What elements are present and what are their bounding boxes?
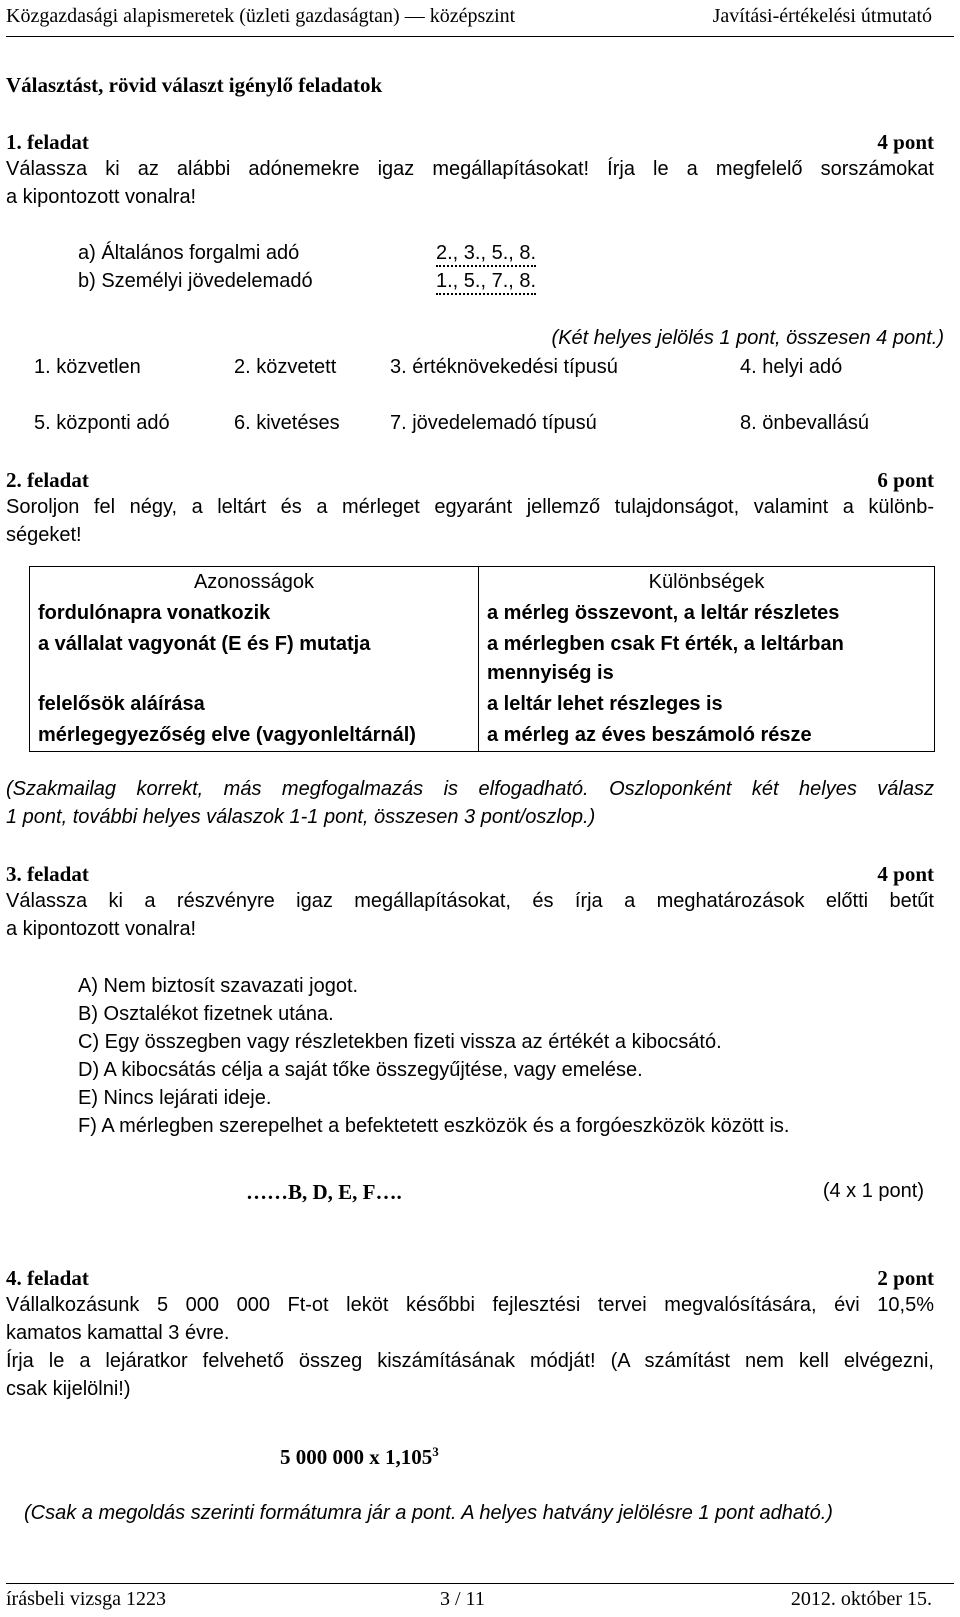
task3-option-e: E) Nincs lejárati ideje. xyxy=(78,1087,272,1109)
task2-instruction: Soroljon fel négy, a leltárt és a mérleget egyaránt jellemző tulajdonságot, valamint a különb- xyxy=(6,496,934,518)
task1-item-a-label: a) Általános forgalmi adó xyxy=(78,242,300,264)
task1-option: 6. kivetéses xyxy=(234,412,340,434)
task1-option: 1. közvetlen xyxy=(34,356,141,378)
table-header-row xyxy=(30,567,935,599)
task3-option-b: B) Osztalékot fizetnek utána. xyxy=(78,1003,334,1025)
task1-instruction: Válassza ki az alábbi adónemekre igaz megállapításokat! Írja le a megfelelő sorszámokat xyxy=(6,158,934,180)
header-divider xyxy=(6,36,954,37)
task3-option-f: F) A mérlegben szerepelhet a befektetett eszközök és a forgóeszközök között is. xyxy=(78,1115,790,1137)
table-cell: a leltár lehet részleges is xyxy=(479,689,935,720)
column-header: Különbségek xyxy=(479,567,935,599)
task2-points: 6 pont xyxy=(877,468,934,492)
task4-points: 2 pont xyxy=(877,1266,934,1290)
formula-base: 5 000 000 x 1,105 xyxy=(280,1445,433,1469)
task1-option: 8. önbevallású xyxy=(740,412,869,434)
footer-divider xyxy=(6,1583,954,1584)
task1-points: 4 pont xyxy=(877,130,934,154)
table-cell: a mérleg az éves beszámoló része xyxy=(479,720,935,752)
task2-instruction-cont: ségeket! xyxy=(6,524,82,546)
column-header: Azonosságok xyxy=(30,567,479,599)
task3-answer: ……B, D, E, F…. xyxy=(246,1180,402,1204)
task4-title: 4. feladat xyxy=(6,1266,89,1290)
table-cell: mérlegegyezőség elve (vagyonleltárnál) xyxy=(30,720,479,752)
task4-text: Vállalkozásunk 5 000 000 Ft-ot leköt későbbi fejlesztési tervei megvalósítására, évi 10,5% xyxy=(6,1294,934,1316)
task1-option: 3. értéknövekedési típusú xyxy=(390,356,618,378)
table-cell: a mérlegben csak Ft érték, a leltárban mennyiség is xyxy=(479,629,935,689)
task3-instruction-cont: a kipontozott vonalra! xyxy=(6,918,197,940)
task3-scoring: (4 x 1 pont) xyxy=(822,1180,924,1202)
table-cell: a mérleg összevont, a leltár részletes xyxy=(479,598,935,629)
task1-option: 2. közvetett xyxy=(234,356,337,378)
formula-exponent: 3 xyxy=(432,1444,439,1459)
task1-item-b-label: b) Személyi jövedelemadó xyxy=(78,270,313,292)
task1-title: 1. feladat xyxy=(6,130,89,154)
task4-question-cont: csak kijelölni!) xyxy=(6,1378,131,1400)
footer-date: 2012. október 15. xyxy=(790,1588,932,1610)
task1-option: 7. jövedelemadó típusú xyxy=(390,412,597,434)
task4-text-cont: kamatos kamattal 3 évre. xyxy=(6,1322,230,1344)
task3-option-a: A) Nem biztosít szavazati jogot. xyxy=(78,975,359,997)
task1-option: 5. központi adó xyxy=(34,412,170,434)
task4-note: (Csak a megoldás szerinti formátumra jár a pont. A helyes hatvány jelölésre 1 pont adható.) xyxy=(24,1502,833,1524)
task3-title: 3. feladat xyxy=(6,862,89,886)
task1-instruction-cont: a kipontozott vonalra! xyxy=(6,186,197,208)
task2-note: (Szakmailag korrekt, más megfogalmazás is elfogadható. Oszloponként két helyes válasz xyxy=(6,778,934,800)
table-row xyxy=(30,629,935,689)
header-title: Közgazdasági alapismeretek (üzleti gazdaságtan) — középszint xyxy=(6,5,516,27)
task3-option-c: C) Egy összegben vagy részletekben fizeti vissza az értékét a kibocsátó. xyxy=(78,1031,722,1053)
task4-formula xyxy=(280,1445,439,1470)
task1-item-a-answer: 2., 3., 5., 8. xyxy=(436,242,536,267)
header-subtitle: Javítási-értékelési útmutató xyxy=(712,5,932,27)
table-cell: felelősök aláírása xyxy=(30,689,479,720)
table-row xyxy=(30,689,935,720)
table-cell: a vállalat vagyonát (E és F) mutatja xyxy=(30,629,479,689)
table-cell: fordulónapra vonatkozik xyxy=(30,598,479,629)
task1-scoring: (Két helyes jelölés 1 pont, összesen 4 pont.) xyxy=(551,327,944,349)
task3-instruction: Válassza ki a részvényre igaz megállapításokat, és írja a meghatározások előtti betűt xyxy=(6,890,934,912)
task3-option-d: D) A kibocsátás célja a saját tőke összegyűjtése, vagy emelése. xyxy=(78,1059,643,1081)
task2-title: 2. feladat xyxy=(6,468,89,492)
table-row xyxy=(30,598,935,629)
section-title: Választást, rövid választ igénylő feladatok xyxy=(6,73,383,97)
comparison-table xyxy=(29,566,935,752)
footer-exam-id: írásbeli vizsga 1223 xyxy=(6,1588,166,1610)
table-row xyxy=(30,720,935,752)
task1-option: 4. helyi adó xyxy=(740,356,843,378)
task1-item-b-answer: 1., 5., 7., 8. xyxy=(436,270,536,295)
task4-question: Írja le a lejáratkor felvehető összeg kiszámításának módját! (A számítást nem kell elvégezni, xyxy=(6,1350,934,1372)
task2-note-cont: 1 pont, további helyes válaszok 1-1 pont, összesen 3 pont/oszlop.) xyxy=(6,806,596,828)
task3-points: 4 pont xyxy=(877,862,934,886)
footer-page-number: 3 / 11 xyxy=(440,1588,485,1610)
